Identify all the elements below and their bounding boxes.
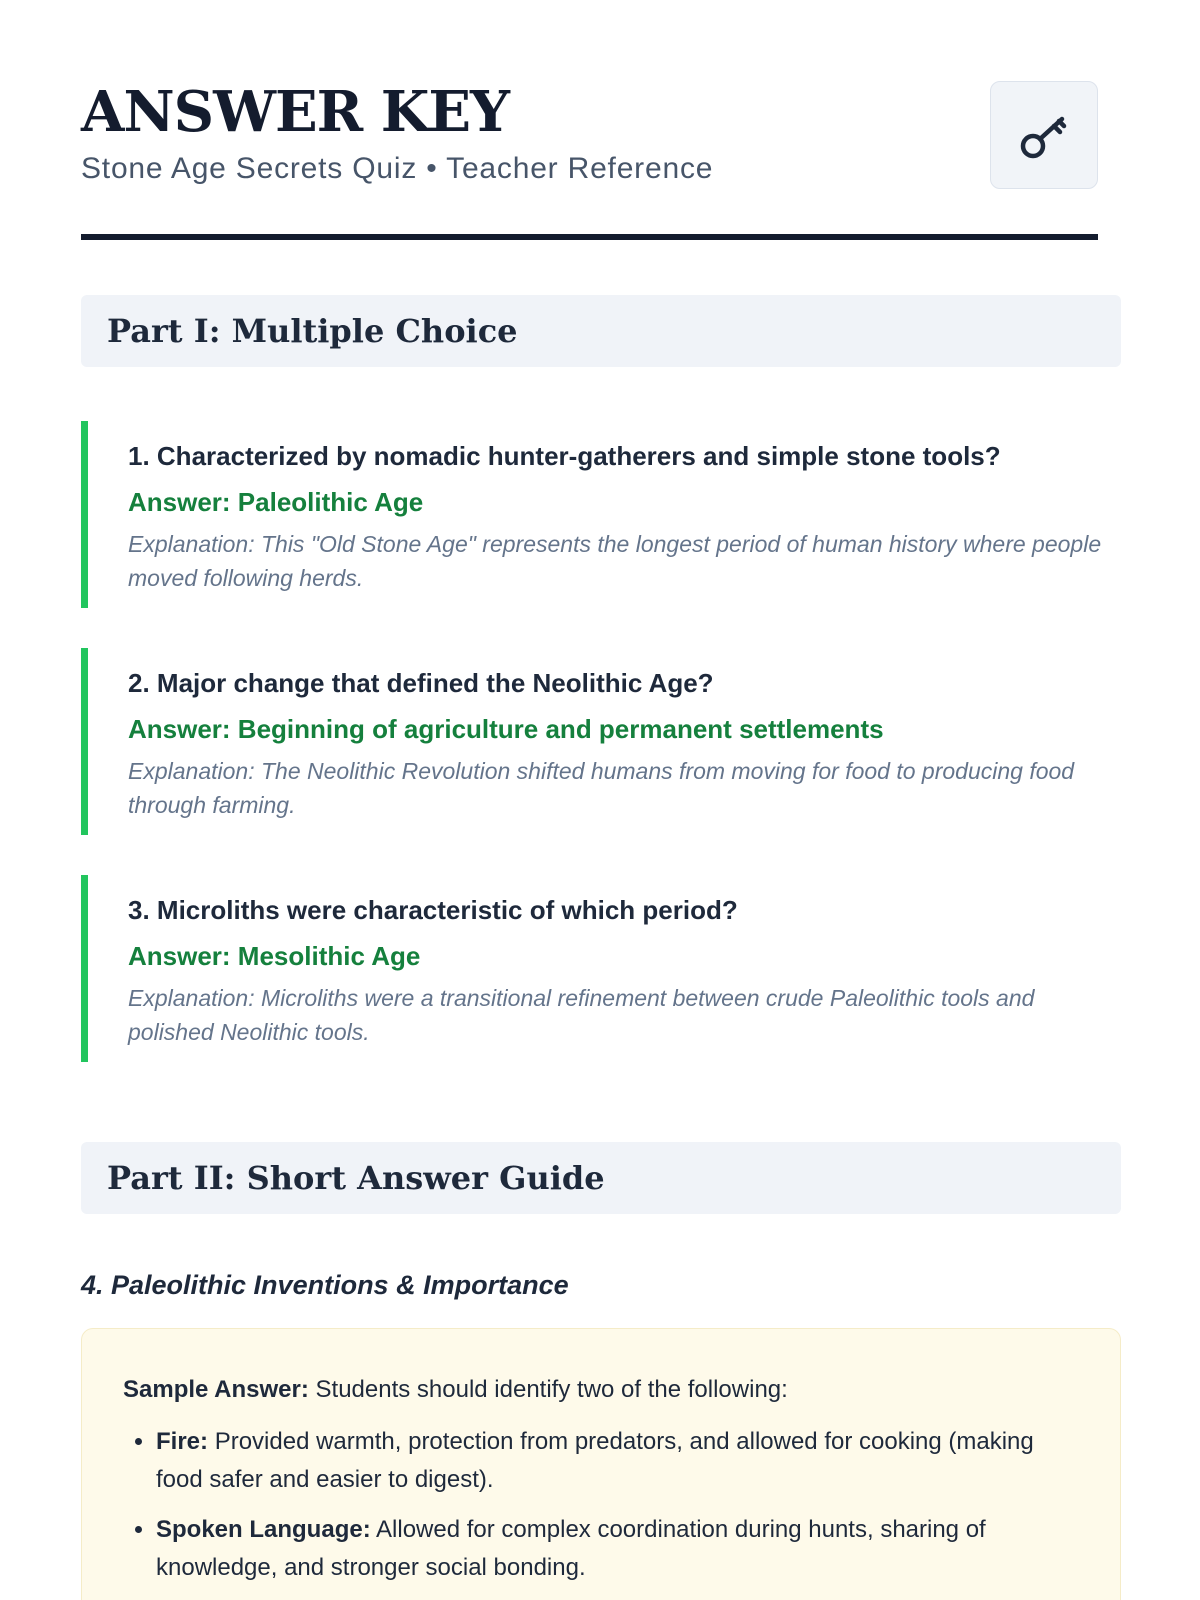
sample-answer-box <box>81 1328 1121 1600</box>
list-item-text: Provided warmth, protection from predators, and allowed for cooking (making food safer and easier to digest). <box>156 1428 1034 1493</box>
list-item-text: Allowed for complex coordination during hunts, sharing of knowledge, and stronger social bonding. <box>156 1516 986 1581</box>
list-item-term: Spoken Language: <box>156 1516 371 1543</box>
explanation-text: Explanation: Microliths were a transitional refinement between crude Paleolithic tools and polished Neolithic tools. <box>128 985 1035 1045</box>
question-text: 3. Microliths were characteristic of which period? <box>128 895 738 925</box>
section-header-part1 <box>81 295 1121 367</box>
question-item <box>81 421 1121 608</box>
key-icon <box>1018 109 1070 161</box>
answer-text: Answer: Mesolithic Age <box>128 941 421 971</box>
sample-answer-intro-text: Students should identify two of the following: <box>315 1376 788 1403</box>
page-title: ANSWER KEY <box>81 79 510 145</box>
answer-text: Answer: Paleolithic Age <box>128 487 424 517</box>
explanation-text: Explanation: The Neolithic Revolution shifted humans from moving for food to producing food through farming. <box>128 758 1075 818</box>
page-subtitle: Stone Age Secrets Quiz • Teacher Reference <box>81 152 714 185</box>
sample-answer-label: Sample Answer: <box>123 1376 309 1403</box>
section-title: Part I: Multiple Choice <box>107 312 518 350</box>
question-text: 2. Major change that defined the Neolithic Age? <box>128 668 714 698</box>
section-title: Part II: Short Answer Guide <box>107 1159 605 1197</box>
section-header-part2 <box>81 1142 1121 1214</box>
short-answer-question-title: 4. Paleolithic Inventions & Importance <box>81 1270 569 1300</box>
answer-text: Answer: Beginning of agriculture and permanent settlements <box>128 714 884 744</box>
key-badge <box>990 81 1098 189</box>
sample-answer-intro <box>123 1373 1078 1407</box>
sample-answer-list <box>123 1423 1078 1587</box>
explanation-text: Explanation: This "Old Stone Age" represents the longest period of human history where people moved following herds. <box>128 531 1102 591</box>
list-item-term: Fire: <box>156 1428 209 1455</box>
question-item <box>81 875 1121 1062</box>
list-item <box>156 1511 1078 1587</box>
page-header <box>81 0 1098 240</box>
list-item <box>156 1423 1078 1499</box>
question-item <box>81 648 1121 835</box>
question-text: 1. Characterized by nomadic hunter-gatherers and simple stone tools? <box>128 441 1001 471</box>
